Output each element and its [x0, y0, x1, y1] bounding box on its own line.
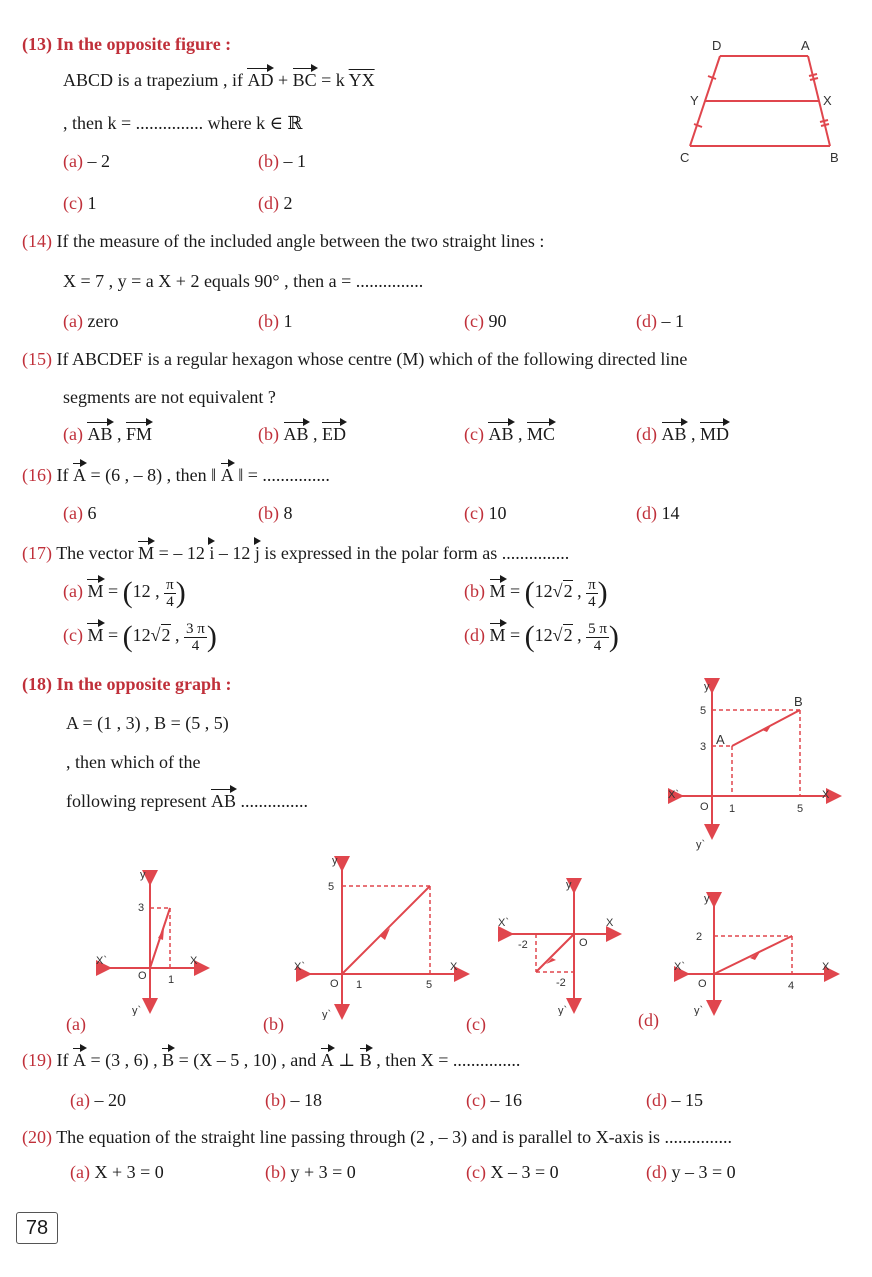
svg-text:y: y: [704, 893, 710, 905]
q17-option-a[interactable]: (a) M = (12 , $\frac{\pi}{4}$ ): [63, 576, 186, 610]
label-c: C: [680, 150, 690, 165]
svg-text:-2: -2: [518, 939, 528, 951]
q15-option-d[interactable]: (d) AB , MD: [636, 424, 730, 444]
q18-option-d-graph[interactable]: [672, 890, 840, 1016]
q13-heading: (13) In the opposite figure :: [22, 34, 232, 54]
q15-statement-2: segments are not equivalent ?: [63, 387, 276, 407]
q18-points: A = (1 , 3) , B = (5 , 5): [66, 713, 229, 733]
q17-statement: (17) The vector M = – 12 i – 12 j is expressed in the polar form as ...............: [22, 543, 570, 563]
svg-text:4: 4: [788, 980, 795, 992]
svg-text:5: 5: [700, 705, 707, 717]
q18-option-d[interactable]: (d): [638, 1010, 659, 1030]
q13-option-b[interactable]: (b) – 1: [258, 151, 306, 171]
q13-option-d[interactable]: (d) 2: [258, 193, 293, 213]
q13-statement-2: , then k = ............... where k ∈ ℝ: [63, 113, 303, 133]
svg-text:1: 1: [729, 803, 736, 815]
q20-option-a[interactable]: (a) X + 3 = 0: [70, 1162, 164, 1182]
axis-y-prime: y`: [696, 839, 706, 851]
svg-text:y: y: [332, 855, 338, 867]
q14-statement: (14) If the measure of the included angle between the two straight lines :: [22, 231, 545, 251]
q14-option-a[interactable]: (a) zero: [63, 311, 119, 331]
origin: O: [700, 801, 709, 813]
axis-y: y: [704, 681, 710, 693]
svg-text:2: 2: [696, 931, 703, 943]
svg-text:5: 5: [426, 979, 433, 991]
svg-text:O: O: [698, 978, 707, 990]
q18-option-b-graph[interactable]: [292, 854, 472, 1020]
q16-statement: (16) If A = (6 , – 8) , then ‖ A ‖ = ...............: [22, 465, 330, 485]
q18-graph: [666, 676, 846, 852]
svg-text:X: X: [190, 955, 198, 967]
svg-text:y`: y`: [558, 1005, 568, 1016]
svg-text:y: y: [140, 869, 146, 881]
q20-option-c[interactable]: (c) X – 3 = 0: [466, 1162, 559, 1182]
svg-text:O: O: [330, 978, 339, 990]
q17-option-d[interactable]: (d) M = (12√2 , $\frac{5 \pi}{4}$ ): [464, 620, 619, 654]
svg-text:y: y: [566, 879, 572, 891]
svg-text:5: 5: [328, 881, 335, 893]
svg-text:X: X: [606, 917, 614, 929]
trapezium-figure: [670, 36, 850, 170]
svg-text:X: X: [450, 961, 458, 973]
svg-text:1: 1: [356, 979, 363, 991]
q14-option-c[interactable]: (c) 90: [464, 311, 507, 331]
q18-line-3: following represent AB ...............: [66, 791, 308, 811]
page-number: 78: [16, 1212, 58, 1244]
q15-option-c[interactable]: (c) AB , MC: [464, 424, 556, 444]
svg-text:y`: y`: [132, 1005, 142, 1016]
q19-option-b[interactable]: (b) – 18: [265, 1090, 322, 1110]
svg-text:5: 5: [797, 803, 804, 815]
q19-statement: (19) If A = (3 , 6) , B = (X – 5 , 10) , and A ⊥ B , then X = ...............: [22, 1050, 521, 1070]
svg-text:-2: -2: [556, 977, 566, 989]
q14-option-b[interactable]: (b) 1: [258, 311, 293, 331]
svg-text:y`: y`: [322, 1009, 332, 1020]
svg-text:1: 1: [168, 974, 175, 986]
label-y: Y: [690, 93, 699, 108]
q14-option-d[interactable]: (d) – 1: [636, 311, 684, 331]
q18-option-b[interactable]: (b): [263, 1014, 284, 1034]
q14-statement-2: X = 7 , y = a X + 2 equals 90° , then a = ...............: [63, 271, 424, 291]
svg-text:y`: y`: [694, 1005, 704, 1016]
q18-option-c-graph[interactable]: [490, 876, 622, 1016]
point-a: A: [716, 732, 725, 747]
label-b: B: [830, 150, 839, 165]
axis-x-prime: X`: [668, 789, 679, 801]
q19-option-d[interactable]: (d) – 15: [646, 1090, 703, 1110]
q15-option-a[interactable]: (a) AB , FM: [63, 424, 153, 444]
svg-text:X`: X`: [674, 961, 685, 973]
q16-option-d[interactable]: (d) 14: [636, 503, 680, 523]
svg-text:X`: X`: [96, 955, 107, 967]
q17-option-b[interactable]: (b) M = (12√2 , $\frac{\pi}{4}$ ): [464, 576, 608, 610]
point-b: B: [794, 694, 803, 709]
svg-text:X`: X`: [498, 917, 509, 929]
q16-option-c[interactable]: (c) 10: [464, 503, 507, 523]
svg-text:X`: X`: [294, 961, 305, 973]
svg-text:3: 3: [138, 902, 145, 914]
q17-option-c[interactable]: (c) M = (12√2 , $\frac{3 \pi}{4}$ ): [63, 620, 217, 654]
label-d: D: [712, 38, 722, 53]
q18-option-a[interactable]: (a): [66, 1014, 86, 1034]
q13-option-c[interactable]: (c) 1: [63, 193, 97, 213]
q15-option-b[interactable]: (b) AB , ED: [258, 424, 347, 444]
q20-option-b[interactable]: (b) y + 3 = 0: [265, 1162, 356, 1182]
axis-x: X: [822, 789, 830, 801]
q18-option-c[interactable]: (c): [466, 1014, 486, 1034]
q16-option-b[interactable]: (b) 8: [258, 503, 293, 523]
label-a: A: [801, 38, 810, 53]
q19-option-c[interactable]: (c) – 16: [466, 1090, 522, 1110]
q15-statement: (15) If ABCDEF is a regular hexagon whose centre (M) which of the following directed line: [22, 349, 688, 369]
q13-statement: ABCD is a trapezium , if AD + BC = k $\overline{YX}$: [63, 70, 375, 90]
q18-line-2: , then which of the: [66, 752, 201, 772]
q16-option-a[interactable]: (a) 6: [63, 503, 97, 523]
q18-option-a-graph[interactable]: [92, 866, 212, 1016]
svg-text:X: X: [822, 961, 830, 973]
label-x: X: [823, 93, 832, 108]
svg-text:O: O: [579, 937, 588, 949]
svg-text:O: O: [138, 970, 147, 982]
q18-heading: (18) In the opposite graph :: [22, 674, 232, 694]
q19-option-a[interactable]: (a) – 20: [70, 1090, 126, 1110]
q20-option-d[interactable]: (d) y – 3 = 0: [646, 1162, 736, 1182]
svg-text:3: 3: [700, 741, 707, 753]
q20-statement: (20) The equation of the straight line passing through (2 , – 3) and is parallel to X-axis is ...............: [22, 1127, 733, 1147]
q13-option-a[interactable]: (a) – 2: [63, 151, 110, 171]
